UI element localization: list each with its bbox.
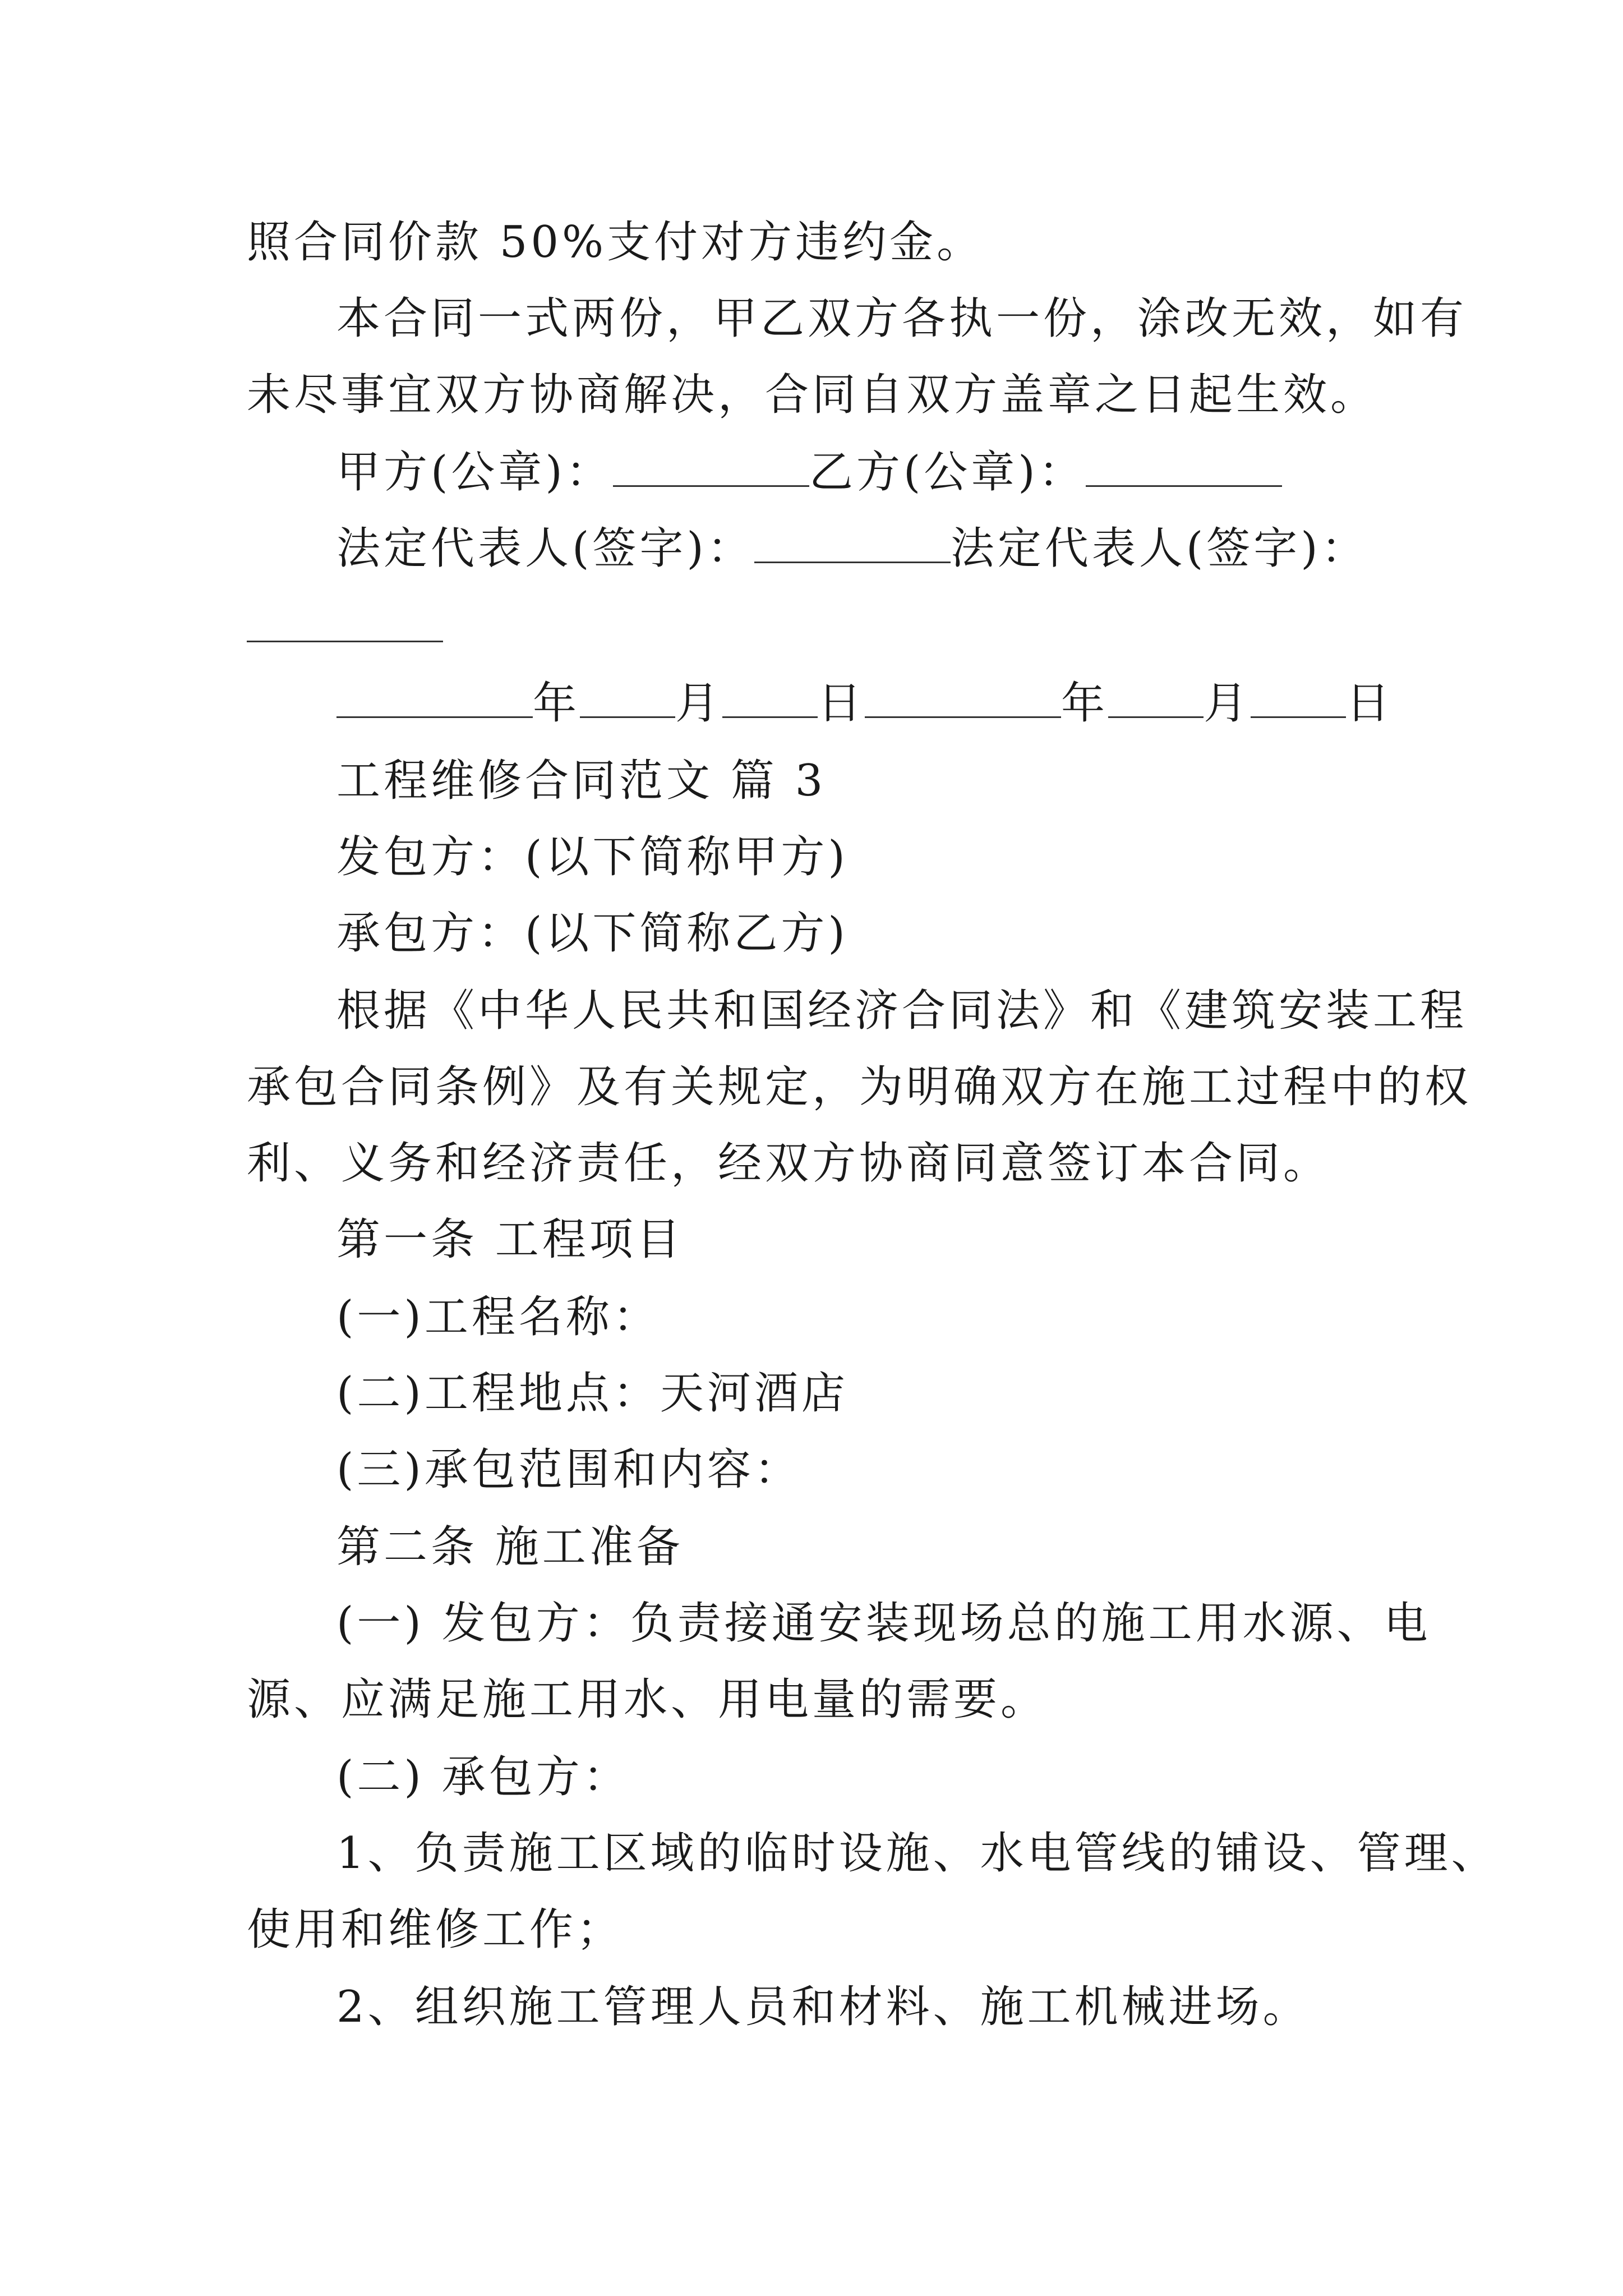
year-label: 年	[1061, 678, 1109, 729]
month-label: 月	[675, 678, 723, 729]
year-label: 年	[533, 678, 580, 729]
paragraph-line: 使用和维修工作；	[247, 1904, 624, 1955]
paragraph-line: 2、组织施工管理人员和材料、施工机械进场。	[336, 1982, 1310, 2032]
section-heading: 工程维修合同范文 篇 3	[336, 756, 827, 806]
article-heading: 第一条 工程项目	[336, 1214, 684, 1265]
paragraph-line: 利、义务和经济责任，经双方协商同意签订本合同。	[247, 1138, 1331, 1189]
day-blank	[722, 677, 818, 718]
paragraph-line: 本合同一式两份，甲乙双方各执一份，涂改无效，如有	[336, 293, 1468, 344]
paragraph-line: 根据《中华人民共和国经济合同法》和《建筑安装工程	[336, 986, 1468, 1036]
seal-line	[336, 444, 1282, 500]
list-item: (二) 承包方：	[336, 1752, 630, 1802]
year-blank	[336, 677, 533, 718]
month-blank	[580, 677, 675, 718]
party-a-seal-label: 甲方(公章)：	[336, 447, 613, 498]
paragraph-line: 承包合同条例》及有关规定，为明确双方在施工过程中的权	[247, 1062, 1472, 1112]
date-line	[336, 675, 1393, 731]
paragraph-line: 照合同价款 50%支付对方违约金。	[247, 217, 984, 268]
legal-rep-a-label: 法定代表人(签字)：	[336, 523, 754, 574]
party-b-seal-label: 乙方(公章)：	[809, 447, 1086, 498]
list-item: (二)工程地点：天河酒店	[336, 1368, 849, 1419]
list-item: (三)承包范围和内容：	[336, 1444, 801, 1495]
contractor-line: 承包方：(以下简称乙方)	[336, 908, 849, 959]
paragraph-line: 未尽事宜双方协商解决，合同自双方盖章之日起生效。	[247, 370, 1378, 420]
year-blank	[865, 677, 1061, 718]
legal-rep-a-blank	[754, 522, 951, 563]
day-label: 日	[818, 678, 865, 729]
legal-rep-b-label: 法定代表人(签字)：	[950, 523, 1368, 574]
month-blank	[1108, 677, 1204, 718]
legal-rep-b-blank	[247, 641, 443, 642]
paragraph-line: 1、负责施工区域的临时设施、水电管线的铺设、管理、	[336, 1828, 1498, 1879]
month-label: 月	[1204, 678, 1251, 729]
employer-line: 发包方：(以下简称甲方)	[336, 832, 849, 882]
paragraph-line: (一) 发包方：负责接通安装现场总的施工用水源、电	[336, 1598, 1431, 1649]
paragraph-line: 源、应满足施工用水、用电量的需要。	[247, 1674, 1048, 1725]
day-label: 日	[1346, 678, 1394, 729]
day-blank	[1251, 677, 1346, 718]
party-a-seal-blank	[613, 446, 809, 487]
article-heading: 第二条 施工准备	[336, 1522, 684, 1572]
legal-rep-line	[336, 521, 1368, 577]
party-b-seal-blank	[1086, 446, 1282, 487]
list-item: (一)工程名称：	[336, 1292, 660, 1342]
